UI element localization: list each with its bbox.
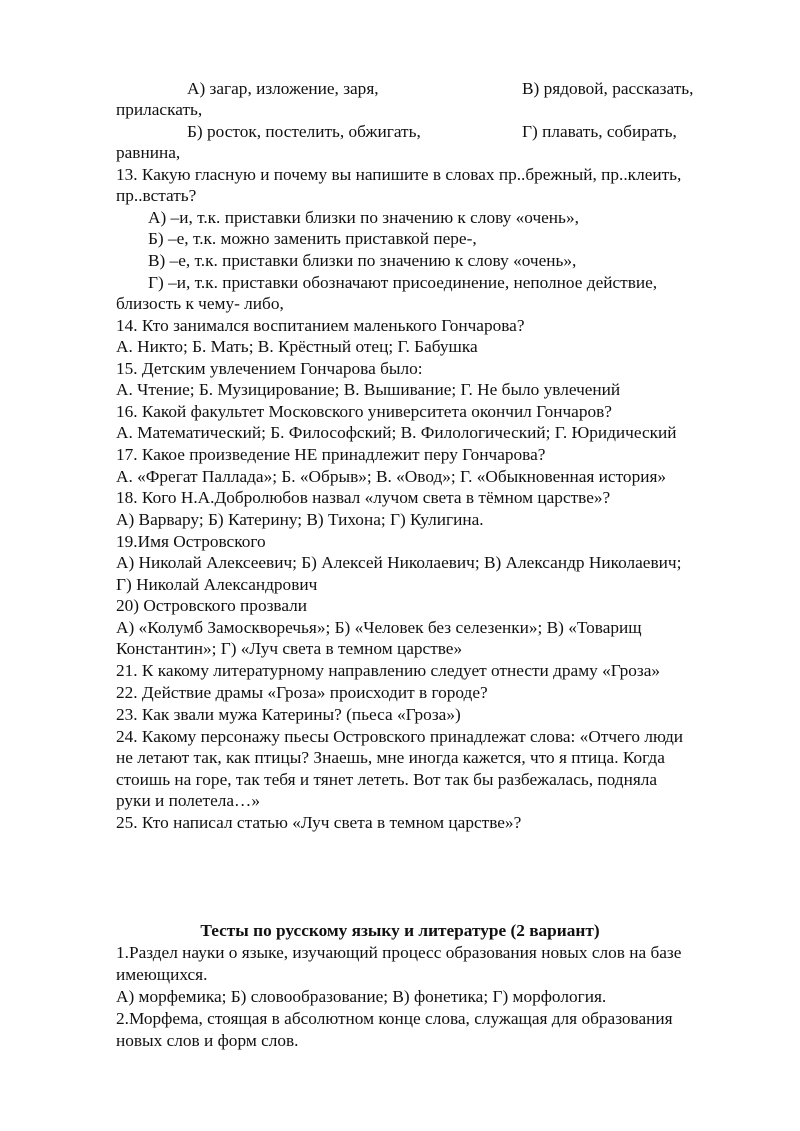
- q25-question: 25. Кто написал статью «Луч света в темном царстве»?: [116, 813, 522, 832]
- q12-option-v: В) рядовой, рассказать,: [522, 79, 694, 98]
- q12-option-b: Б) росток, постелить, обжигать,: [187, 122, 421, 141]
- q19-options: А) Николай Алексеевич; Б) Алексей Николаевич; В) Александр Николаевич;: [116, 553, 682, 572]
- q17-options: А. «Фрегат Паллада»; Б. «Обрыв»; В. «Овод»; Г. «Обыкновенная история»: [116, 467, 667, 486]
- q18-options: А) Варвару; Б) Катерину; В) Тихона; Г) Кулигина.: [116, 510, 484, 529]
- v2-q1-question-continued: имеющихся.: [116, 965, 208, 984]
- q14-options: А. Никто; Б. Мать; В. Крёстный отец; Г. Бабушка: [116, 337, 478, 356]
- q13-option-g: Г) –и, т.к. приставки обозначают присоединение, неполное действие,: [148, 273, 658, 292]
- q21-question: 21. К какому литературному направлению следует отнести драму «Гроза»: [116, 661, 661, 680]
- v2-q2-question: 2.Морфема, стоящая в абсолютном конце слова, служащая для образования: [116, 1009, 673, 1028]
- v2-q1-options: А) морфемика; Б) словообразование; В) фонетика; Г) морфология.: [116, 987, 607, 1006]
- q24-question-line3: стоишь на горе, так тебя и тянет лететь. Вот так бы разбежалась, подняла: [116, 770, 658, 789]
- q24-question-line2: не летают так, как птицы? Знаешь, мне иногда кажется, что я птица. Когда: [116, 748, 665, 767]
- q14-question: 14. Кто занимался воспитанием маленького Гончарова?: [116, 316, 525, 335]
- q20-options: А) «Колумб Замоскворечья»; Б) «Человек без селезенки»; В) «Товарищ: [116, 618, 642, 637]
- q22-question: 22. Действие драмы «Гроза» происходит в городе?: [116, 683, 488, 702]
- q12-option-v-continued: приласкать,: [116, 100, 203, 119]
- q24-question: 24. Какому персонажу пьесы Островского принадлежат слова: «Отчего люди: [116, 727, 684, 746]
- q13-option-g-continued: близость к чему- либо,: [116, 294, 284, 313]
- q13-option-a: А) –и, т.к. приставки близки по значению к слову «очень»,: [148, 208, 579, 227]
- q13-option-b: Б) –е, т.к. можно заменить приставкой пере-,: [148, 229, 477, 248]
- q17-question: 17. Какое произведение НЕ принадлежит перу Гончарова?: [116, 445, 546, 464]
- q13-question-continued: пр..встать?: [116, 186, 197, 205]
- q19-options-continued: Г) Николай Александрович: [116, 575, 318, 594]
- q18-question: 18. Кого Н.А.Добролюбов назвал «лучом света в тёмном царстве»?: [116, 488, 611, 507]
- q20-options-continued: Константин»; Г) «Луч света в темном царстве»: [116, 639, 463, 658]
- q12-option-g: Г) плавать, собирать,: [522, 122, 677, 141]
- q16-question: 16. Какой факультет Московского университета окончил Гончаров?: [116, 402, 612, 421]
- q19-question: 19.Имя Островского: [116, 532, 266, 551]
- q12-option-g-continued: равнина,: [116, 143, 181, 162]
- variant-2-title: Тесты по русскому языку и литературе (2 вариант): [200, 921, 600, 940]
- q20-question: 20) Островского прозвали: [116, 596, 308, 615]
- q24-question-line4: руки и полетела…»: [116, 791, 260, 810]
- q12-option-a: А) загар, изложение, заря,: [187, 79, 379, 98]
- q16-options: А. Математический; Б. Философский; В. Филологический; Г. Юридический: [116, 423, 677, 442]
- q15-question: 15. Детским увлечением Гончарова было:: [116, 359, 423, 378]
- q23-question: 23. Как звали мужа Катерины? (пьеса «Гроза»): [116, 705, 461, 724]
- q13-question: 13. Какую гласную и почему вы напишите в словах пр..брежный, пр..клеить,: [116, 165, 682, 184]
- q15-options: А. Чтение; Б. Музицирование; В. Вышивание; Г. Не было увлечений: [116, 380, 621, 399]
- v2-q2-question-continued: новых слов и форм слов.: [116, 1031, 299, 1050]
- q13-option-v: В) –е, т.к. приставки близки по значению к слову «очень»,: [148, 251, 577, 270]
- v2-q1-question: 1.Раздел науки о языке, изучающий процесс образования новых слов на базе: [116, 943, 682, 962]
